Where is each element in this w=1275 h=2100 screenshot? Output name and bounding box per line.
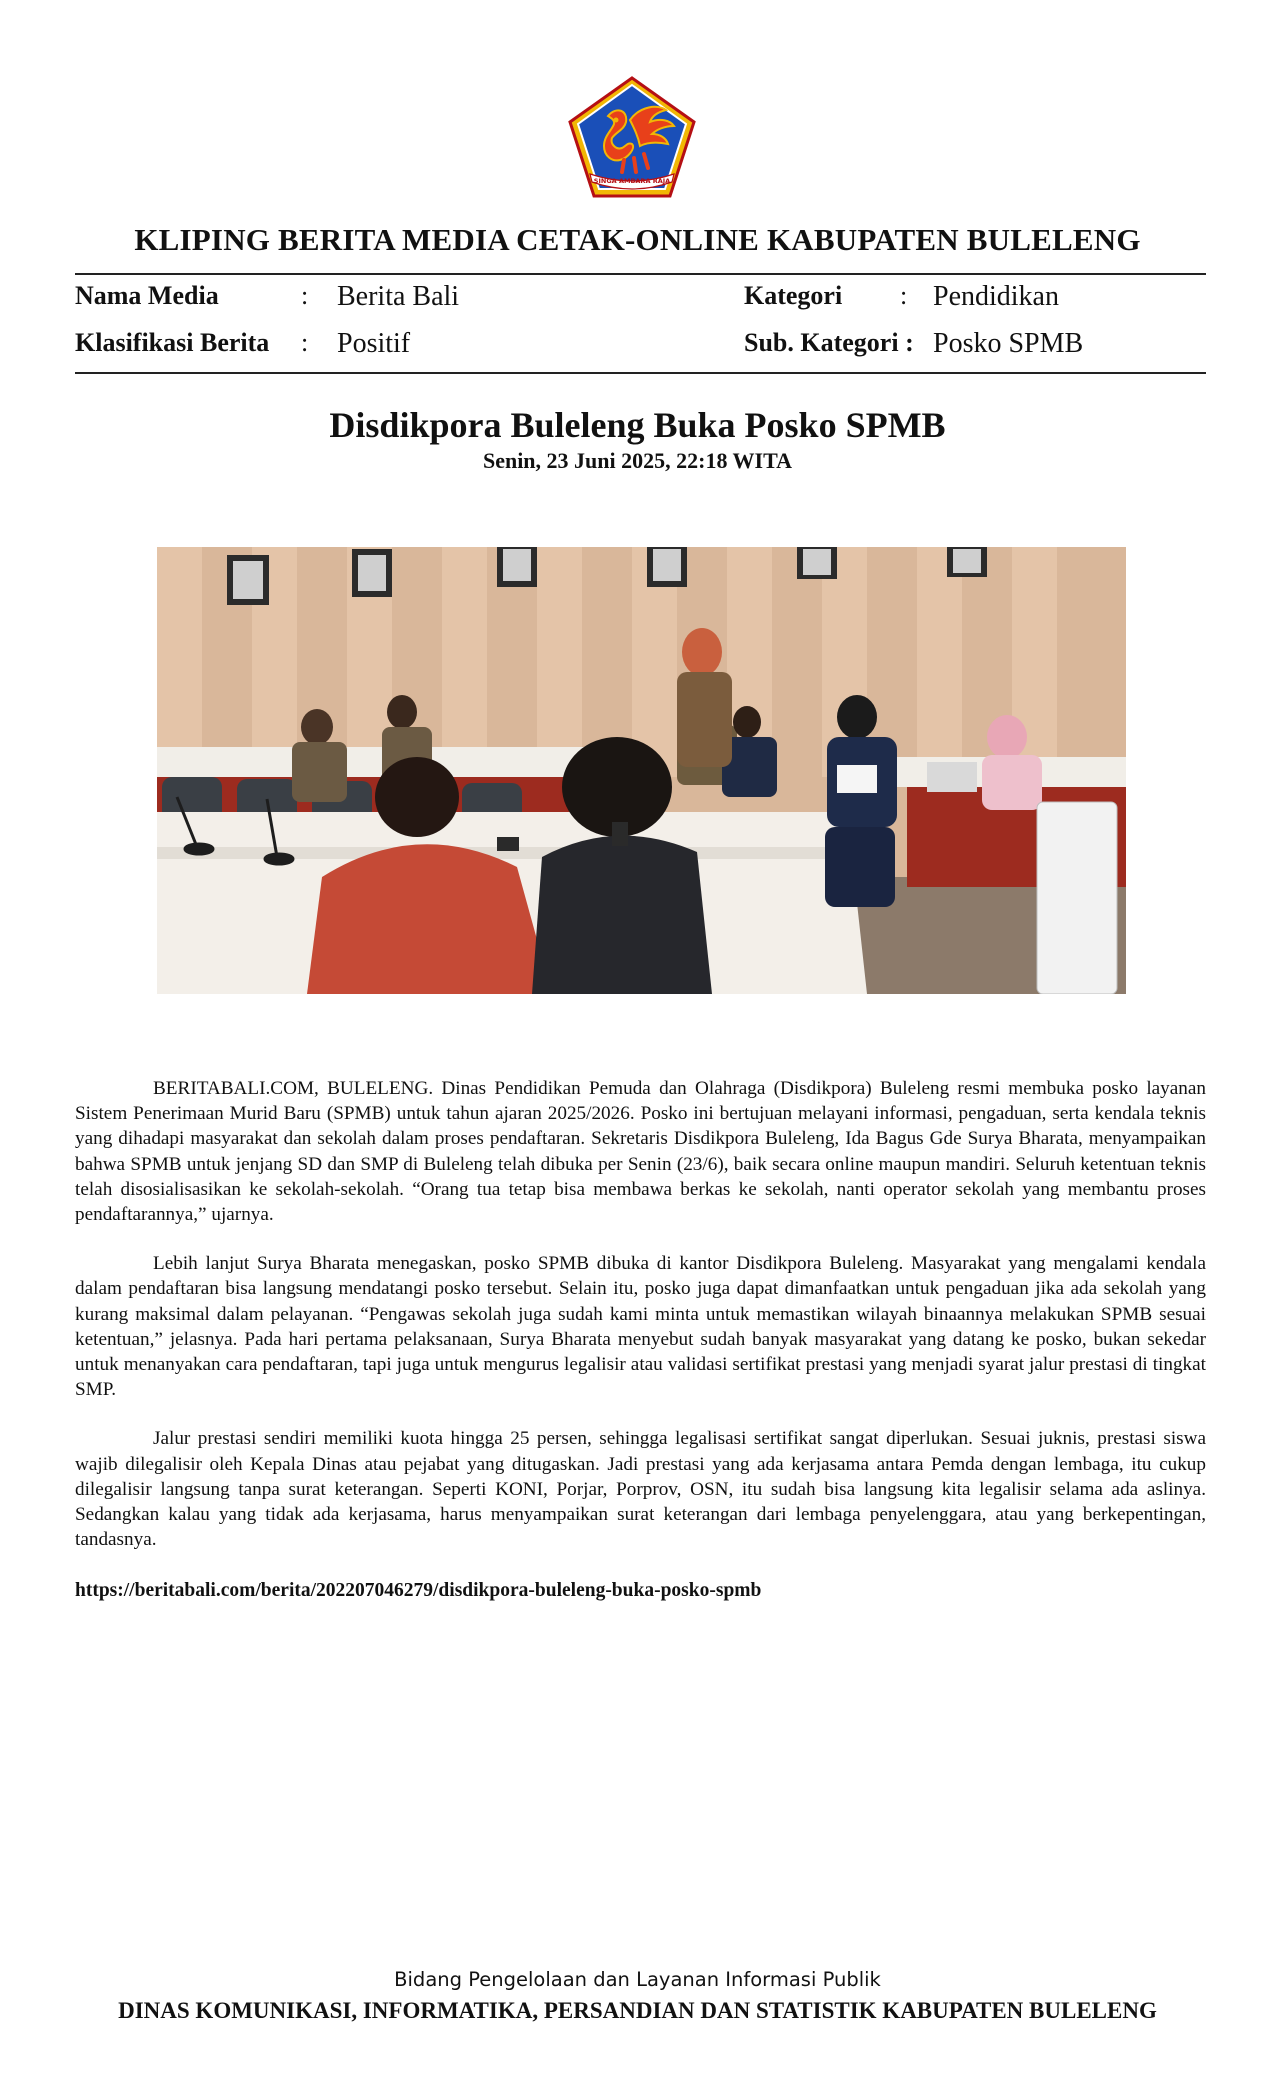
article-headline: Disdikpora Buleleng Buka Posko SPMB: [329, 405, 946, 445]
article-paragraph: Lebih lanjut Surya Bharata menegaskan, posko SPMB dibuka di kantor Disdikpora Buleleng. Masyarakat yang mengalami kendala dalam pendaftaran bisa langsung mendatangi posko tersebut. Selain itu, posko juga dapat dimanfaatkan untuk pengaduan jika ada sekolah yang kurang maksimal dalam pelayanan. “Pengawas sekolah juga sudah kami minta untuk memastikan wilayah binaannya melakukan SPMB sesuai ketentuan,” jelasnya. Pada hari pertama pelaksanaan, Surya Bharata menyebut sudah banyak masyarakat yang datang ke posko, bukan sekedar untuk menanyakan cara pendaftaran, tapi juga untuk mengurus legalisir atau validasi sertifikat prestasi yang menjadi syarat jalur prestasi di tingkat SMP.: [75, 1253, 1206, 1401]
header-rule-top: [75, 273, 1206, 275]
nama-media-colon: :: [301, 281, 309, 310]
article-body: [75, 1076, 1206, 1576]
svg-text:SINGA AMBARA RAJA: SINGA AMBARA RAJA: [593, 177, 671, 185]
sub-kategori-label: Sub. Kategori :: [744, 328, 914, 357]
klasifikasi-label: Klasifikasi Berita: [75, 328, 270, 357]
kategori-colon: :: [900, 281, 908, 310]
article-dateline: Senin, 23 Juni 2025, 22:18 WITA: [482, 448, 793, 473]
article-paragraph: BERITABALI.COM, BULELENG. Dinas Pendidikan Pemuda dan Olahraga (Disdikpora) Buleleng resmi membuka posko layanan Sistem Penerimaan Murid Baru (SPMB) untuk tahun ajaran 2025/2026. Posko ini bertujuan melayani informasi, pengaduan, serta kendala teknis yang dihadapi masyarakat dan sekolah dalam proses pendaftaran. Sekretaris Disdikpora Buleleng, Ida Bagus Gde Surya Bharata, menyampaikan bahwa SPMB untuk jenjang SD dan SMP di Buleleng telah dibuka per Senin (23/6), baik secara online maupun mandiri. Seluruh ketentuan teknis telah disosialisasikan ke sekolah-sekolah. “Orang tua tetap bisa membawa berkas ke sekolah, nanti operator sekolah yang membantu proses pendaftarannya,” ujarnya.: [75, 1078, 1206, 1226]
kliping-title: KLIPING BERITA MEDIA CETAK-ONLINE KABUPATEN BULELENG: [134, 222, 1141, 257]
news-photo: [157, 547, 1126, 994]
klasifikasi-colon: :: [301, 328, 309, 357]
source-url[interactable]: https://beritabali.com/berita/202207046279/disdikpora-buleleng-buka-posko-spmb: [75, 1580, 762, 1601]
nama-media-value: Berita Bali: [337, 281, 460, 312]
kategori-value: Pendidikan: [933, 281, 1059, 312]
article-paragraph: Jalur prestasi sendiri memiliki kuota hingga 25 persen, sehingga legalisasi sertifikat sangat diperlukan. Sesuai juknis, prestasi siswa wajib dilegalisir oleh Kepala Dinas atau pejabat yang ditugaskan. Jadi prestasi yang ada kerjasama antara Pemda dengan lembaga, itu cukup dilegalisir langsung tanpa surat keterangan. Seperti KONI, Porjar, Porprov, OSN, itu sudah bisa langsung kita legalisir selama ada aslinya. Sedangkan kalau yang tidak ada kerjasama, harus menyampaikan surat keterangan dari lembaga penyelenggara, atau yang berkepentingan, tandasnya.: [75, 1428, 1206, 1551]
sub-kategori-value: Posko SPMB: [933, 328, 1084, 359]
header-rule-bottom: [75, 372, 1206, 374]
kategori-label: Kategori: [744, 281, 843, 310]
footer-agency: DINAS KOMUNIKASI, INFORMATIKA, PERSANDIAN DAN STATISTIK KABUPATEN BULELENG: [118, 1998, 1157, 2023]
klasifikasi-value: Positif: [337, 328, 411, 359]
nama-media-label: Nama Media: [75, 281, 219, 310]
footer-department: Bidang Pengelolaan dan Layanan Informasi Publik: [394, 1968, 881, 1991]
buleleng-logo: [566, 76, 698, 200]
